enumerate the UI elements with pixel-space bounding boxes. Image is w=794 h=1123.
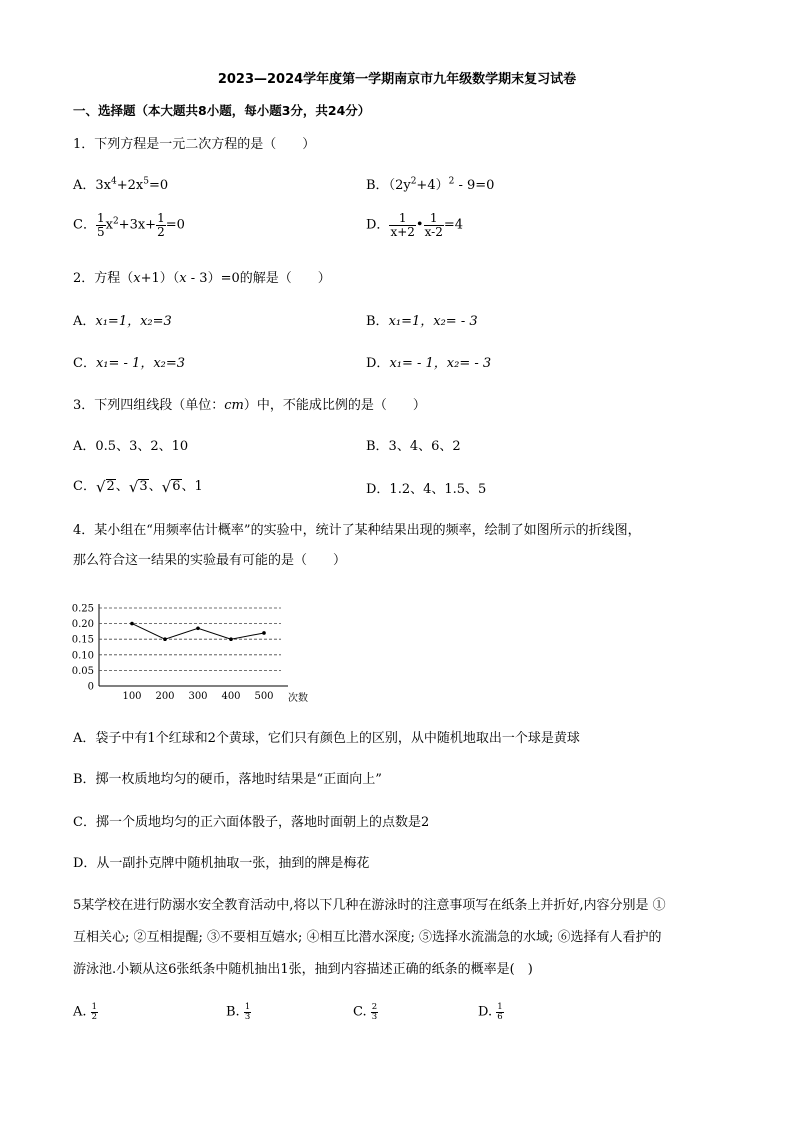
q5-option-b: B. $\frac{1}{3}$ [226, 1002, 251, 1022]
q2-option-a: A．x₁=1，x₂=3 [73, 314, 172, 329]
q1-option-c: C． $\frac{1}{5}$ $x^2+3x+$ $\frac{1}{2}$ =0 [73, 211, 185, 239]
series-line [132, 624, 264, 640]
q5-option-d: D. $\frac{1}{6}$ [478, 1002, 503, 1022]
q1-option-a: A．$3x^4+2x^5=0$ [73, 176, 169, 193]
q3-option-c: C．√2、√3、√6、1 [73, 478, 203, 496]
data-point [163, 637, 167, 641]
frequency-line-chart [66, 598, 326, 708]
q4-stem-line1: 4．某小组在“用频率估计概率”的实验中，统计了某种结果出现的频率，绘制了如图所示的折线图， [73, 523, 641, 538]
q1-option-b: B．$(2y^2+4)^2 - 9=0$ [366, 176, 495, 193]
q3-option-d: D．1.2、4、1.5、5 [366, 482, 487, 497]
q2-option-c: C．x₁= - 1，x₂=3 [73, 356, 186, 371]
x-tick-label: 200 [155, 691, 175, 702]
y-tick-label: 0.10 [71, 650, 94, 662]
q2-stem: 2．方程（x+1）（x - 3）=0的解是（ ） [73, 271, 331, 286]
page-title: 2023—2024学年度第一学期南京市九年级数学期末复习试卷 [217, 72, 577, 87]
y-tick-label: 0.25 [71, 603, 94, 615]
y-tick-label: 0.05 [71, 665, 94, 677]
q3-option-a: A．0.5、3、2、10 [73, 439, 189, 454]
y-tick-label: 0 [87, 681, 94, 693]
section-heading: 一、选择题（本大题共8小题，每小题3分，共24分） [73, 103, 371, 118]
q2-option-d: D．x₁= - 1，x₂= - 3 [366, 356, 492, 371]
x-tick-label: 300 [188, 691, 208, 702]
q1-option-d: D． $\frac{1}{x+2}$ • $\frac{1}{x-2}$ =4 [366, 211, 463, 239]
q3-stem: 3．下列四组线段（单位：cm）中，不能成比例的是（ ） [73, 398, 426, 413]
q5-stem-line2: 互相关心; ②互相提醒; ③不要相互嬉水; ④相互比潜水深度; ⑤选择水流湍急的水域; ⑥选择有人看护的 [73, 930, 662, 945]
data-point [229, 637, 233, 641]
q4-option-a: A．袋子中有1个红球和2个黄球，它们只有颜色上的区别，从中随机地取出一个球是黄球 [73, 731, 580, 746]
q5-option-c: C. $\frac{2}{3}$ [353, 1002, 378, 1022]
y-tick-label: 0.20 [71, 619, 94, 631]
q4-stem-line2: 那么符合这一结果的实验最有可能的是（ ） [73, 553, 347, 568]
x-tick-label: 500 [254, 691, 274, 702]
chart-svg [66, 598, 326, 708]
x-axis-label: 次数 [288, 693, 308, 704]
q4-option-b: B．掷一枚质地均匀的硬币，落地时结果是“正面向上” [73, 772, 382, 787]
q5-stem-line1: 5某学校在进行防溺水安全教育活动中,将以下几种在游泳时的注意事项写在纸条上并折好,内容分别是 ① [73, 898, 666, 913]
q3-option-b: B．3、4、6、2 [366, 439, 461, 454]
x-tick-label: 400 [221, 691, 241, 702]
q1-stem: 1．下列方程是一元二次方程的是（ ） [73, 137, 316, 152]
x-tick-label: 100 [122, 691, 142, 702]
q5-option-a: A. $\frac{1}{2}$ [73, 1002, 98, 1022]
data-point [196, 626, 200, 630]
data-point [262, 631, 266, 635]
y-tick-label: 0.15 [71, 634, 94, 646]
q4-option-c: C．掷一个质地均匀的正六面体骰子，落地时面朝上的点数是2 [73, 815, 430, 830]
q4-option-d: D．从一副扑克牌中随机抽取一张，抽到的牌是梅花 [73, 856, 370, 871]
q5-stem-line3: 游泳池.小颖从这6张纸条中随机抽出1张，抽到内容描述正确的纸条的概率是( ) [73, 962, 533, 977]
q2-option-b: B．x₁=1，x₂= - 3 [366, 314, 478, 329]
data-point [130, 622, 134, 626]
